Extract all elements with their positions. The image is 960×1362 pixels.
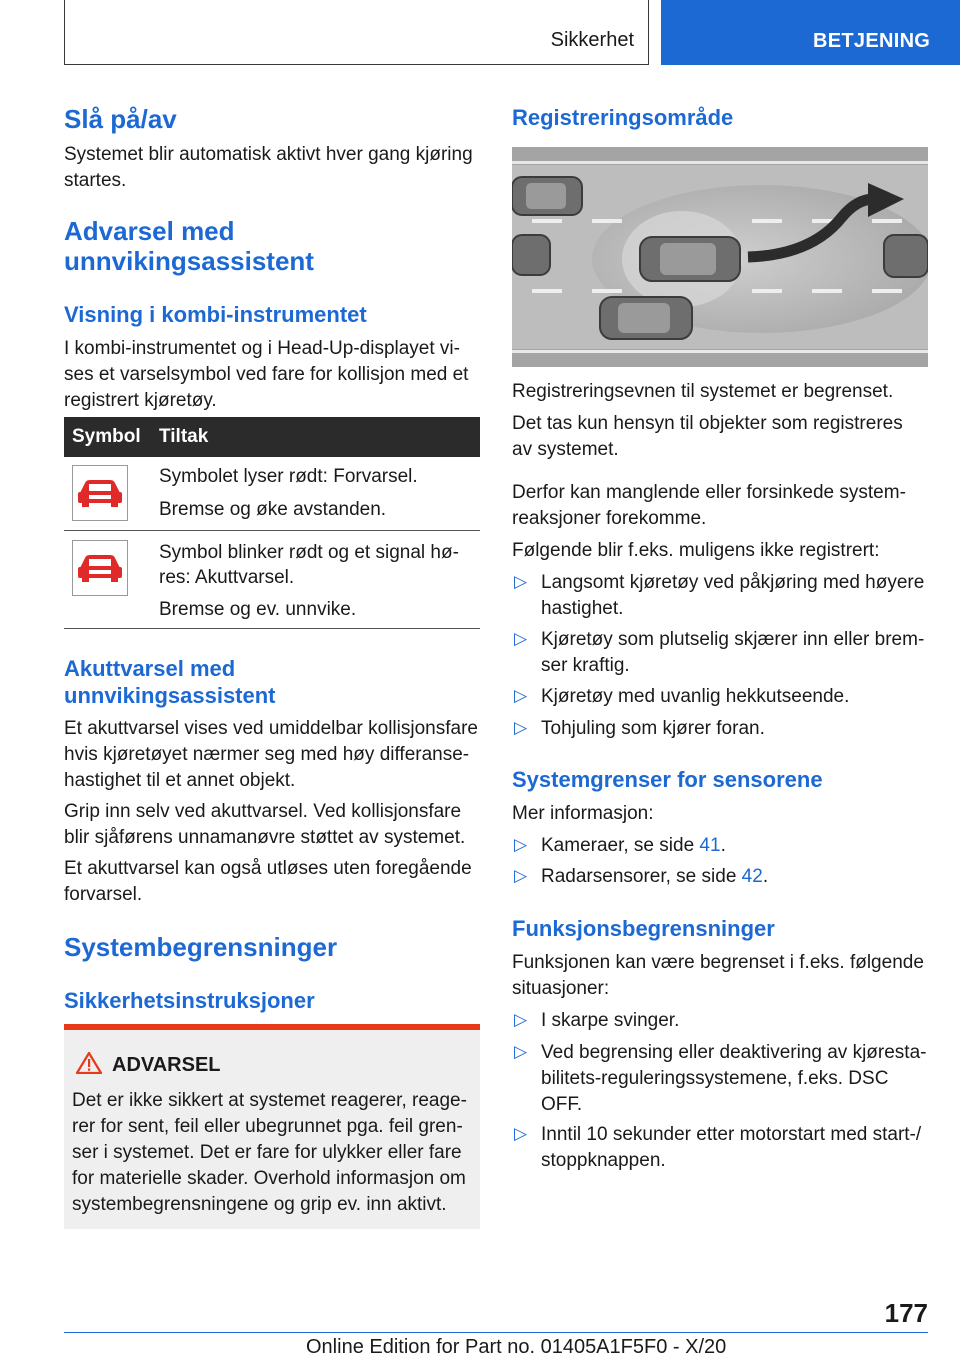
list-sensor-radar: Radarsensorer, se side 42. <box>541 866 769 887</box>
text-acute-6: Et akuttvarsel kan også utløses uten foregående <box>64 858 472 879</box>
car-warning-icon <box>72 540 128 596</box>
bullet-icon: ▷ <box>514 835 528 854</box>
heading-acute-2: unnvikingsassistent <box>64 683 276 708</box>
bullet-icon: ▷ <box>514 629 528 648</box>
table-bottom-rule <box>64 628 480 629</box>
text-range-5: reaksjoner forekomme. <box>512 508 707 529</box>
heading-safety: Sikkerhetsinstruksjoner <box>64 988 315 1013</box>
car-icon <box>640 237 740 281</box>
warning-line-1: Det er ikke sikkert at systemet reagerer, reage- <box>72 1090 467 1111</box>
bullet-icon: ▷ <box>514 686 528 705</box>
text-acute-4: Grip inn selv ved akuttvarsel. Ved kollisjonsfare <box>64 801 462 822</box>
row1-line1: Symbolet lyser rødt: Forvarsel. <box>159 466 418 487</box>
text-range-1: Registreringsevnen til systemet er begrenset. <box>512 381 894 402</box>
list2-item3-line1: Inntil 10 sekunder etter motorstart med start-/ <box>541 1124 922 1145</box>
list1-item1-line2: hastighet. <box>541 598 624 619</box>
bullet-icon: ▷ <box>514 1124 528 1143</box>
text-sensor: Mer informasjon: <box>512 803 654 824</box>
car-icon <box>884 235 928 277</box>
list2-item1: I skarpe svinger. <box>541 1010 680 1031</box>
list1-item2-line1: Kjøretøy som plutselig skjærer inn eller brem- <box>541 629 925 650</box>
text-acute-2: hvis kjøretøyet nærmer seg med høy differanse- <box>64 744 470 765</box>
text-acute-5: blir sjåførens unnamanøvre støttet av systemet. <box>64 827 466 848</box>
text-display-3: registrert kjøretøy. <box>64 390 217 411</box>
heading-sensor-limits: Systemgrenser for sensorene <box>512 767 823 792</box>
warning-line-3: ser i systemet. Det er fare for ulykker eller fare <box>72 1142 462 1163</box>
text-on-off-1: Systemet blir automatisk aktivt hver gang kjøring <box>64 144 473 165</box>
text-acute-3: hastighet til et annet objekt. <box>64 770 296 791</box>
text-func-2: situasjoner: <box>512 978 610 999</box>
heading-function-limits: Funksjonsbegrensninger <box>512 916 775 941</box>
footer-rule <box>64 1332 928 1333</box>
car-icon <box>512 177 582 215</box>
heading-system-limits: Systembegrensninger <box>64 932 338 962</box>
bullet-icon: ▷ <box>514 1042 528 1061</box>
table-row-divider <box>64 530 480 531</box>
text-range-6: Følgende blir f.eks. muligens ikke registrert: <box>512 540 880 561</box>
text-range-4: Derfor kan manglende eller forsinkede system- <box>512 482 906 503</box>
col-symbol: Symbol <box>72 426 141 447</box>
row2-line3: Bremse og ev. unnvike. <box>159 599 357 620</box>
heading-acute-1: Akuttvarsel med <box>64 656 236 681</box>
list-sensor-cameras: Kameraer, se side 41. <box>541 835 726 856</box>
symbol-table-header <box>64 417 480 457</box>
list2-item2-line3: OFF. <box>541 1094 583 1115</box>
list2-item2-line1: Ved begrensing eller deaktivering av kjøresta- <box>541 1042 927 1063</box>
heading-warning-2: unnvikingsassistent <box>64 246 314 276</box>
warning-line-5: systembegrensningene og grip ev. inn aktivt. <box>72 1194 447 1215</box>
car-icon <box>600 297 692 339</box>
list1-item2-line2: ser kraftig. <box>541 655 630 676</box>
heading-display: Visning i kombi-instrumentet <box>64 302 367 327</box>
warning-line-2: rer for sent, feil eller ubegrunnet pga. feil gren- <box>72 1116 463 1137</box>
col-action: Tiltak <box>159 426 209 447</box>
warning-title: ADVARSEL <box>112 1054 221 1076</box>
heading-on-off: Slå på/av <box>64 104 177 134</box>
text-func-1: Funksjonen kan være begrenset i f.eks. følgende <box>512 952 924 973</box>
header-section-title: Sikkerhet <box>550 29 634 51</box>
row1-line2: Bremse og øke avstanden. <box>159 499 387 520</box>
warning-line-4: for materielle skader. Overhold informasjon om <box>72 1168 466 1189</box>
heading-warning-1: Advarsel med <box>64 216 235 246</box>
text-on-off-2: startes. <box>64 170 127 191</box>
text-acute-1: Et akuttvarsel vises ved umiddelbar kollisjonsfare <box>64 718 478 739</box>
bullet-icon: ▷ <box>514 866 528 885</box>
link-page-41[interactable]: 41 <box>699 835 721 856</box>
detection-range-illustration <box>512 147 928 367</box>
bullet-icon: ▷ <box>514 1010 528 1029</box>
header-chapter-box <box>661 0 960 65</box>
list1-item3: Kjøretøy med uvanlig hekkutseende. <box>541 686 850 707</box>
list1-item1-line1: Langsomt kjøretøy ved påkjøring med høyere <box>541 572 925 593</box>
list2-item3-line2: stoppknappen. <box>541 1150 666 1171</box>
car-icon <box>512 235 550 275</box>
list2-item2-line2: bilitets-reguleringssystemene, f.eks. DSC <box>541 1068 889 1089</box>
car-warning-icon <box>72 465 128 521</box>
header-chapter-title: BETJENING <box>813 30 931 52</box>
row2-line1: Symbol blinker rødt og et signal hø- <box>159 542 459 563</box>
link-page-42[interactable]: 42 <box>741 866 763 887</box>
warning-triangle-icon <box>76 1052 102 1074</box>
text-display-1: I kombi-instrumentet og i Head-Up-displayet vi- <box>64 338 460 359</box>
footer-edition: Online Edition for Part no. 01405A1F5F0 - X/20 <box>306 1336 727 1358</box>
text-acute-7: forvarsel. <box>64 884 143 905</box>
bullet-icon: ▷ <box>514 572 528 591</box>
text-range-3: av systemet. <box>512 439 619 460</box>
heading-detection-range: Registreringsområde <box>512 105 734 130</box>
list1-item4: Tohjuling som kjører foran. <box>541 718 765 739</box>
header-section-box <box>64 0 649 65</box>
page-number: 177 <box>884 1298 928 1328</box>
row2-line2: res: Akuttvarsel. <box>159 567 295 588</box>
text-display-2: ses et varselsymbol ved fare for kollisjon med et <box>64 364 469 385</box>
warning-box <box>64 1024 480 1229</box>
bullet-icon: ▷ <box>514 718 528 737</box>
text-range-2: Det tas kun hensyn til objekter som registreres <box>512 413 903 434</box>
